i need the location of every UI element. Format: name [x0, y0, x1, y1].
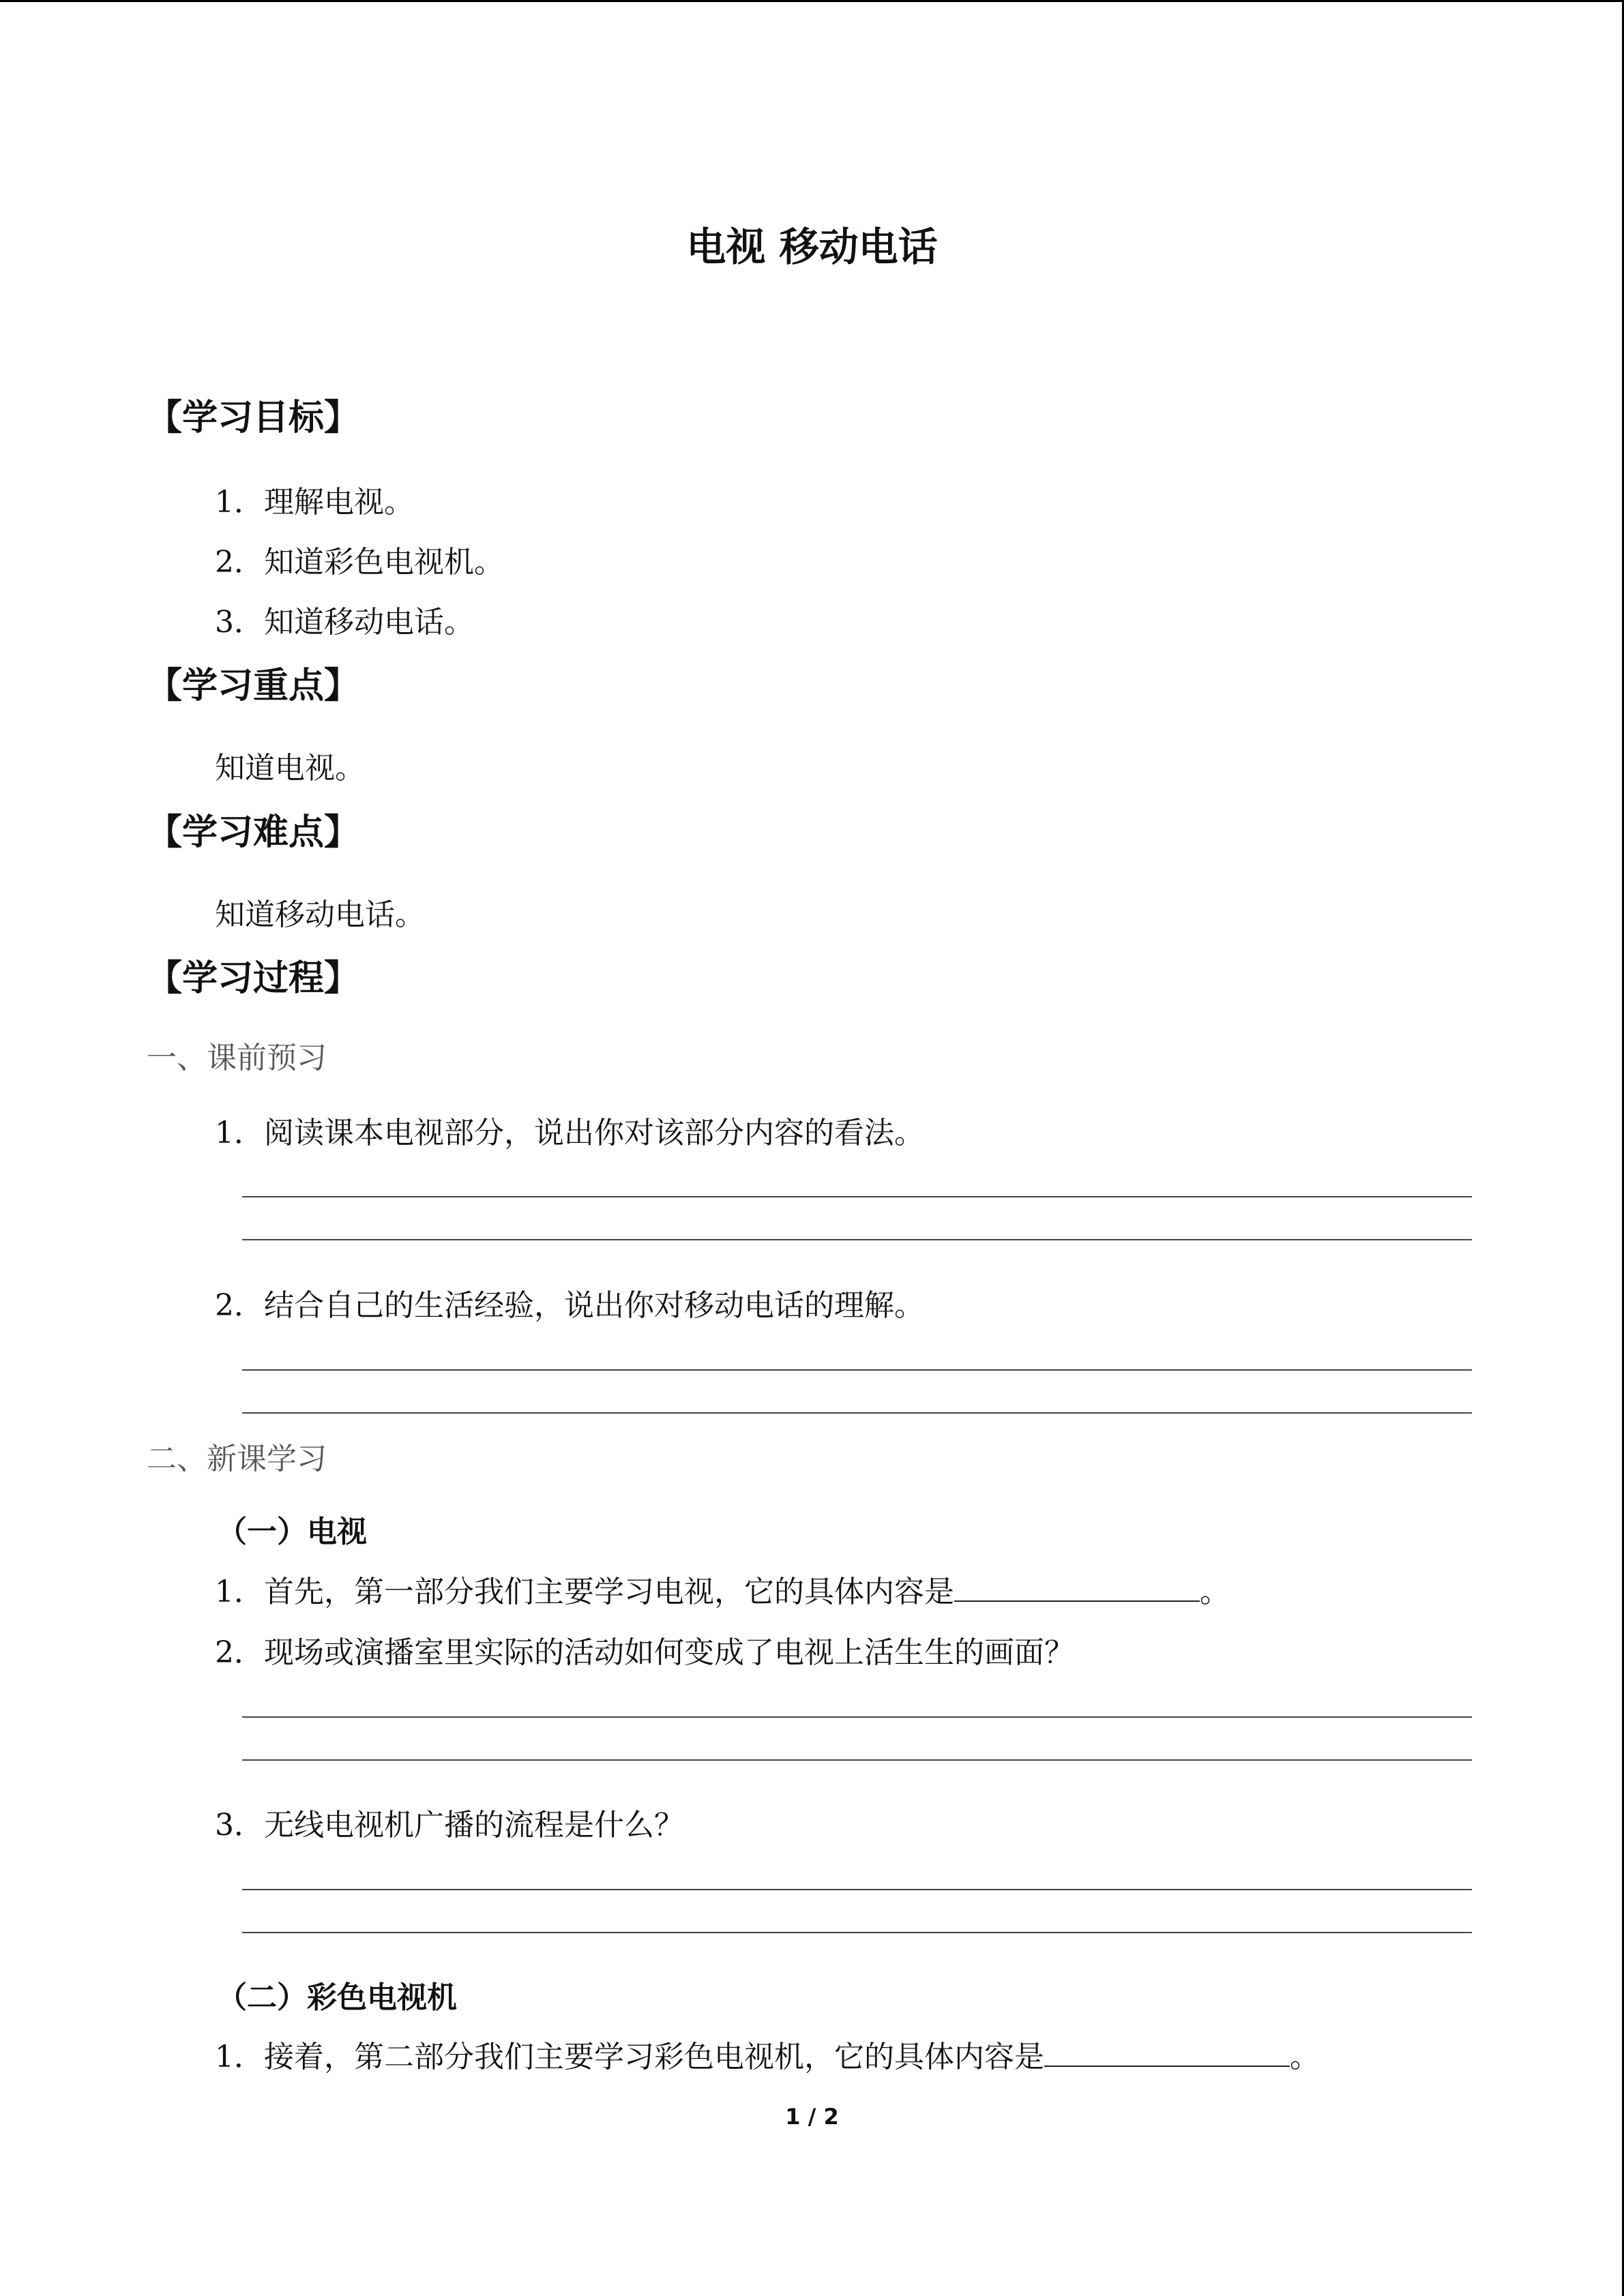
- answer-line[interactable]: [242, 1889, 1472, 1890]
- answer-line[interactable]: [242, 1412, 1472, 1414]
- process-heading: 【学习过程】: [147, 958, 360, 999]
- preview-section-label: 一、课前预习: [147, 1041, 327, 1075]
- part1-heading: （一）电视: [217, 1515, 367, 1549]
- fill-blank[interactable]: [954, 1573, 1200, 1602]
- part2-question-1-end: 。: [1290, 2040, 1320, 2074]
- difficulties-heading: 【学习难点】: [147, 812, 360, 853]
- answer-line[interactable]: [242, 1239, 1472, 1240]
- preview-question-2: 2．结合自己的生活经验，说出你对移动电话的理解。: [215, 1288, 924, 1323]
- answer-line[interactable]: [242, 1196, 1472, 1197]
- key-points-text: 知道电视。: [215, 751, 365, 786]
- goal-item-3: 3．知道移动电话。: [215, 605, 474, 640]
- answer-line[interactable]: [242, 1716, 1472, 1718]
- part2-heading: （二）彩色电视机: [217, 1980, 457, 2015]
- part1-question-1-end: 。: [1200, 1575, 1230, 1609]
- goal-item-2: 2．知道彩色电视机。: [215, 545, 504, 580]
- page-border-top: [0, 0, 1624, 2]
- answer-line[interactable]: [242, 1369, 1472, 1371]
- new-lesson-section-label: 二、新课学习: [147, 1442, 327, 1476]
- difficulties-text: 知道移动电话。: [215, 897, 425, 932]
- part2-question-1: [215, 2032, 1320, 2076]
- part1-question-1: [215, 1567, 1230, 1611]
- page-title: 电视 移动电话: [686, 224, 938, 270]
- key-points-heading: 【学习重点】: [147, 666, 360, 706]
- part1-question-1-text: 1．首先，第一部分我们主要学习电视，它的具体内容是: [215, 1575, 954, 1609]
- preview-question-1: 1．阅读课本电视部分，说出你对该部分内容的看法。: [215, 1116, 924, 1150]
- goals-heading: 【学习目标】: [147, 398, 360, 438]
- goal-item-1: 1．理解电视。: [215, 485, 414, 520]
- answer-line[interactable]: [242, 1932, 1472, 1933]
- part1-question-2: 2．现场或演播室里实际的活动如何变成了电视上活生生的画面？: [215, 1635, 1074, 1670]
- part1-question-3: 3．无线电视机广播的流程是什么？: [215, 1808, 684, 1843]
- answer-line[interactable]: [242, 1759, 1472, 1761]
- part2-question-1-text: 1．接着，第二部分我们主要学习彩色电视机，它的具体内容是: [215, 2040, 1044, 2074]
- page-number: 1 / 2: [785, 2104, 839, 2130]
- fill-blank[interactable]: [1044, 2038, 1290, 2067]
